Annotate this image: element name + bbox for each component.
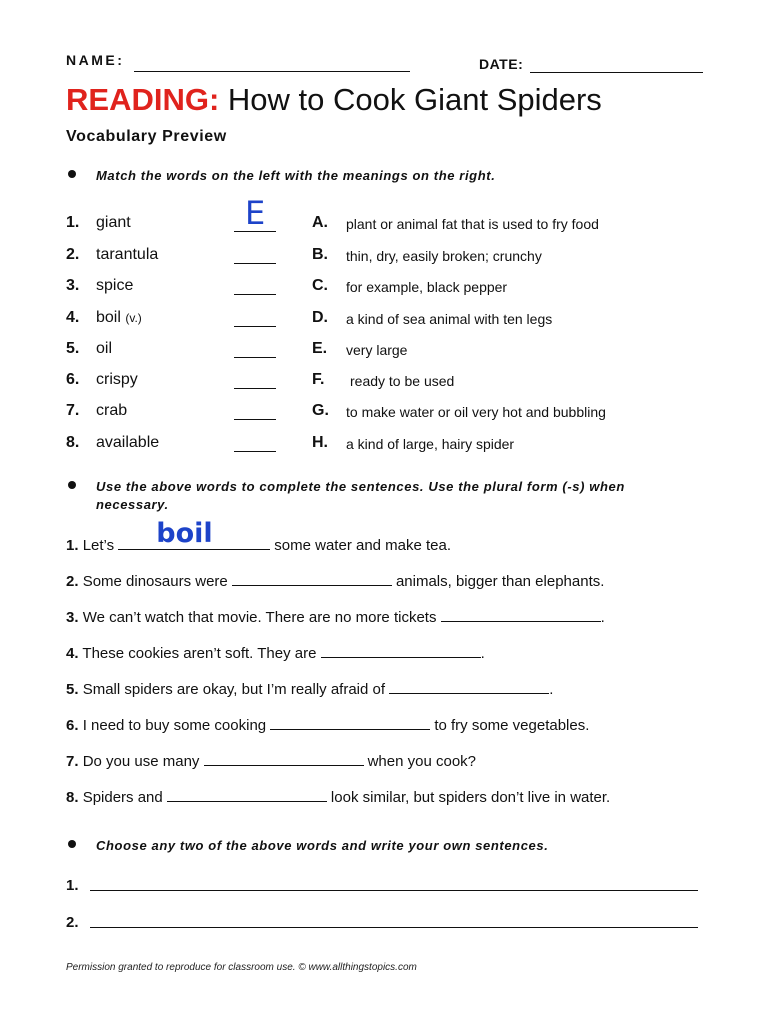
section-subtitle: Vocabulary Preview xyxy=(66,128,227,145)
instruction-3: Choose any two of the above words and write your own sentences. xyxy=(96,838,549,853)
vocab-number: 1. xyxy=(66,214,80,231)
vocab-word-text: crispy xyxy=(96,371,138,388)
bullet-icon xyxy=(68,170,76,178)
meaning-text: a kind of large, hairy spider xyxy=(346,436,515,452)
vocab-word xyxy=(96,434,159,452)
title-text: How to Cook Giant Spiders xyxy=(227,82,602,117)
sentence-row xyxy=(66,643,485,662)
vocab-number: 6. xyxy=(66,371,80,388)
sentence-number: 8. xyxy=(66,789,79,806)
vocab-word-text: spice xyxy=(96,277,134,294)
meaning-letter: G. xyxy=(312,402,329,419)
vocab-answer-blank[interactable] xyxy=(234,263,276,264)
vocab-answer-blank[interactable] xyxy=(234,326,276,327)
vocab-word xyxy=(96,277,133,295)
sentence-before: Small spiders are okay, but I’m really afraid of xyxy=(82,681,386,698)
sentence-row xyxy=(66,571,604,590)
vocab-word xyxy=(96,246,158,264)
vocab-row xyxy=(0,309,770,333)
vocab-answer: E xyxy=(245,194,266,232)
sentence-number: 2. xyxy=(66,573,79,590)
meaning-text: ready to be used xyxy=(350,373,455,389)
vocab-word xyxy=(96,214,131,232)
sentence-blank[interactable] xyxy=(441,607,601,622)
vocab-word xyxy=(96,309,142,327)
vocab-word xyxy=(96,340,112,358)
sentence-before: Do you use many xyxy=(82,753,200,770)
vocab-row xyxy=(0,371,770,395)
sentence-blank[interactable] xyxy=(204,751,364,766)
meaning-text: very large xyxy=(346,342,408,358)
sentence-after: . xyxy=(480,645,485,662)
vocab-row xyxy=(0,246,770,270)
sentence-after: animals, bigger than elephants. xyxy=(395,573,605,590)
sentence-after: . xyxy=(600,609,605,626)
instruction-2-line2: necessary. xyxy=(96,497,169,512)
vocab-number: 5. xyxy=(66,340,80,357)
vocab-word-text: giant xyxy=(96,214,131,231)
sentence-row xyxy=(66,518,452,554)
meaning-letter: C. xyxy=(312,277,328,294)
sentence-number: 7. xyxy=(66,753,79,770)
sentence-blank[interactable] xyxy=(118,518,270,550)
vocab-row xyxy=(0,340,770,364)
page-title xyxy=(66,82,602,118)
vocab-row xyxy=(0,194,770,238)
sentence-blank[interactable] xyxy=(167,787,327,802)
bullet-icon xyxy=(68,840,76,848)
vocab-word-text: tarantula xyxy=(96,246,159,263)
sentence-number: 3. xyxy=(66,609,79,626)
sentence-row xyxy=(66,787,610,806)
sentence-blank[interactable] xyxy=(232,571,392,586)
sentence-row xyxy=(66,751,476,770)
vocab-answer-blank[interactable] xyxy=(234,357,276,358)
vocab-answer-blank[interactable] xyxy=(234,388,276,389)
sentence-after: some water and make tea. xyxy=(274,537,452,554)
vocab-number: 2. xyxy=(66,246,80,263)
vocab-row xyxy=(0,402,770,426)
title-prefix: READING: xyxy=(66,82,220,117)
sentence-after: to fry some vegetables. xyxy=(434,717,590,734)
vocab-number: 7. xyxy=(66,402,80,419)
bullet-icon xyxy=(68,481,76,489)
vocab-row xyxy=(0,434,770,458)
sentence-row xyxy=(66,715,589,734)
vocab-answer-blank[interactable] xyxy=(234,451,276,452)
meaning-text: plant or animal fat that is used to fry food xyxy=(346,216,599,232)
sentence-before: Spiders and xyxy=(82,789,163,806)
meaning-letter: E. xyxy=(312,340,328,357)
vocab-row xyxy=(0,277,770,301)
date-label: DATE: xyxy=(479,56,524,72)
vocab-word xyxy=(96,402,127,420)
own-sentence-number: 1. xyxy=(66,877,79,894)
sentence-row xyxy=(66,607,605,626)
meaning-letter: H. xyxy=(312,434,328,451)
meaning-text: thin, dry, easily broken; crunchy xyxy=(346,248,542,264)
meaning-letter: B. xyxy=(312,246,328,263)
meaning-letter: F. xyxy=(312,371,325,388)
vocab-answer-blank[interactable] xyxy=(234,294,276,295)
own-sentence-line[interactable] xyxy=(90,890,698,891)
vocab-word xyxy=(96,371,138,389)
sentence-blank[interactable] xyxy=(389,679,549,694)
instruction-2-line1: Use the above words to complete the sentences. Use the plural form (-s) when xyxy=(96,479,625,494)
sentence-number: 1. xyxy=(66,537,79,554)
vocab-word-text: crab xyxy=(96,402,128,419)
sentence-number: 6. xyxy=(66,717,79,734)
name-field[interactable] xyxy=(134,71,410,72)
date-field[interactable] xyxy=(530,72,703,73)
footer-permission: Permission granted to reproduce for classroom use. © www.allthingstopics.com xyxy=(66,962,417,973)
own-sentence-line[interactable] xyxy=(90,927,698,928)
meaning-letter: A. xyxy=(312,214,328,231)
sentence-blank[interactable] xyxy=(270,715,430,730)
vocab-word-text: available xyxy=(96,434,160,451)
vocab-number: 4. xyxy=(66,309,80,326)
meaning-text: a kind of sea animal with ten legs xyxy=(346,311,553,327)
sentence-after: . xyxy=(549,681,554,698)
vocab-number: 3. xyxy=(66,277,80,294)
vocab-answer-blank[interactable] xyxy=(234,419,276,420)
meaning-letter: D. xyxy=(312,309,328,326)
sentence-number: 4. xyxy=(66,645,79,662)
sentence-after: when you cook? xyxy=(367,753,476,770)
own-sentence-number: 2. xyxy=(66,914,79,931)
vocab-word-text: oil xyxy=(96,340,113,357)
sentence-before: Let’s xyxy=(82,537,115,554)
meaning-text: to make water or oil very hot and bubbling xyxy=(346,404,606,420)
sentence-blank[interactable] xyxy=(321,643,481,658)
sentence-before: I need to buy some cooking xyxy=(82,717,267,734)
vocab-number: 8. xyxy=(66,434,80,451)
sentence-answer: boil xyxy=(156,518,213,549)
sentence-before: We can’t watch that movie. There are no more tickets xyxy=(82,609,437,626)
sentence-before: Some dinosaurs were xyxy=(82,573,228,590)
sentence-number: 5. xyxy=(66,681,79,698)
instruction-1: Match the words on the left with the meanings on the right. xyxy=(96,168,496,183)
name-label: NAME: xyxy=(66,52,125,68)
meaning-text: for example, black pepper xyxy=(346,279,508,295)
sentence-before: These cookies aren’t soft. They are xyxy=(82,645,317,662)
vocab-word-text: boil xyxy=(96,309,121,326)
vocab-word-note: (v.) xyxy=(125,311,142,325)
sentence-after: look similar, but spiders don’t live in water. xyxy=(330,789,611,806)
instruction-2 xyxy=(96,478,716,514)
sentence-row xyxy=(66,679,553,698)
